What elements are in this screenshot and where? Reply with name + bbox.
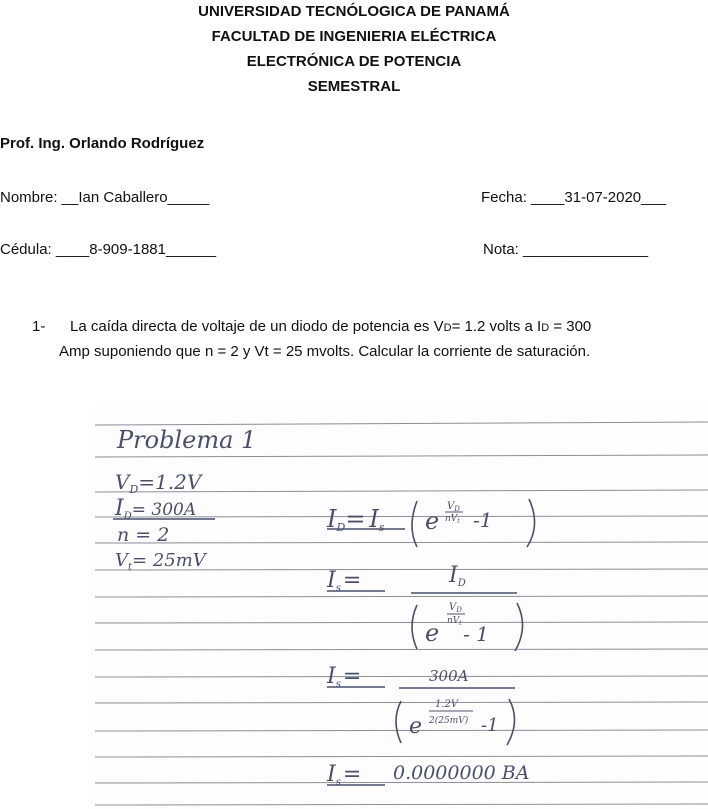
eq1-e: e <box>425 507 440 535</box>
problem-text-b: = 1.2 volts a I <box>451 318 542 335</box>
cedula-field <box>0 240 216 260</box>
eq3-paren-left <box>396 701 401 743</box>
problem-text-c: = 300 <box>549 318 592 335</box>
eq3-minus-one: -1 <box>481 715 499 736</box>
ans-value: 0.0000000 BA <box>393 762 530 784</box>
eq1-exp-den: $nV_t$ <box>445 514 460 525</box>
fecha-value: 31-07-2020___ <box>564 189 667 206</box>
eq2-paren-right <box>515 603 523 651</box>
faculty-title: FACULTAD DE INGENIERIA ELÉCTRICA <box>211 28 497 45</box>
nombre-value: Ian Caballero_____ <box>78 189 210 206</box>
eq1-paren-left <box>412 501 417 547</box>
exam-type: SEMESTRAL <box>307 78 401 95</box>
fecha-label: Fecha: ____ <box>481 189 565 206</box>
eq1-minus-one: -1 <box>473 508 493 532</box>
eq2-lhs: Is= <box>327 568 362 594</box>
nombre-label: Nombre: __ <box>0 189 79 206</box>
eq2-minus-one: - 1 <box>463 622 489 646</box>
eq2-e: e <box>425 619 440 647</box>
nota-field: Nota: _______________ <box>483 241 649 258</box>
eq1-paren-right <box>527 499 535 547</box>
eq3-lhs: Is= <box>327 664 362 690</box>
handwritten-solution-photo <box>95 405 708 809</box>
notebook-page <box>95 405 708 809</box>
problem-sub-d2: D <box>541 322 550 334</box>
problem-line-2: Amp suponiendo que n = 2 y Vt = 25 mvolts. Calcular la corriente de saturación. <box>59 343 591 360</box>
hw-title: Problema 1 <box>117 426 257 454</box>
problem-number: 1- <box>32 318 46 335</box>
hw-given-id: $I_D= 300A$ <box>115 496 197 522</box>
problem-line-1 <box>70 317 591 338</box>
hw-equation-1 <box>326 499 535 547</box>
hw-answer <box>326 762 529 788</box>
eq2-num: ID <box>449 563 466 589</box>
eq3-exp-den: 2(25mV) <box>429 716 469 726</box>
fecha-field <box>481 188 666 208</box>
problem-sub-d1: D <box>443 322 452 334</box>
eq3-paren-right <box>507 699 515 745</box>
course-title: ELECTRÓNICA DE POTENCIA <box>246 53 462 70</box>
eq2-exp-num: $V_D$ <box>449 602 462 614</box>
hw-given-vd: $V_D=1.2V$ <box>115 470 202 496</box>
hw-given-n: n = 2 <box>117 524 170 546</box>
eq3-num: 300A <box>429 667 469 685</box>
hw-equation-2 <box>326 563 523 651</box>
eq1-exp-num: $V_D$ <box>447 501 460 513</box>
eq3-exp-num: 1.2V <box>435 699 459 710</box>
eq2-paren-left <box>412 605 417 649</box>
cedula-value: 8-909-1881______ <box>89 241 217 258</box>
problem-text-a: La caída directa de voltaje de un diodo de potencia es V <box>70 318 444 335</box>
professor-name: Prof. Ing. Orlando Rodríguez <box>0 135 205 152</box>
nombre-field <box>0 188 209 208</box>
hw-given-vt: $V_t= 25mV$ <box>115 550 206 573</box>
eq1-lhs: ID= Is <box>327 505 385 534</box>
eq2-exp-den: $nV_t$ <box>447 616 462 627</box>
ans-lhs: Is= <box>327 762 362 788</box>
cedula-label: Cédula: ____ <box>0 241 90 258</box>
eq3-e: e <box>409 714 423 739</box>
university-title: UNIVERSIDAD TECNÓLOGICA DE PANAMÁ <box>198 3 510 20</box>
